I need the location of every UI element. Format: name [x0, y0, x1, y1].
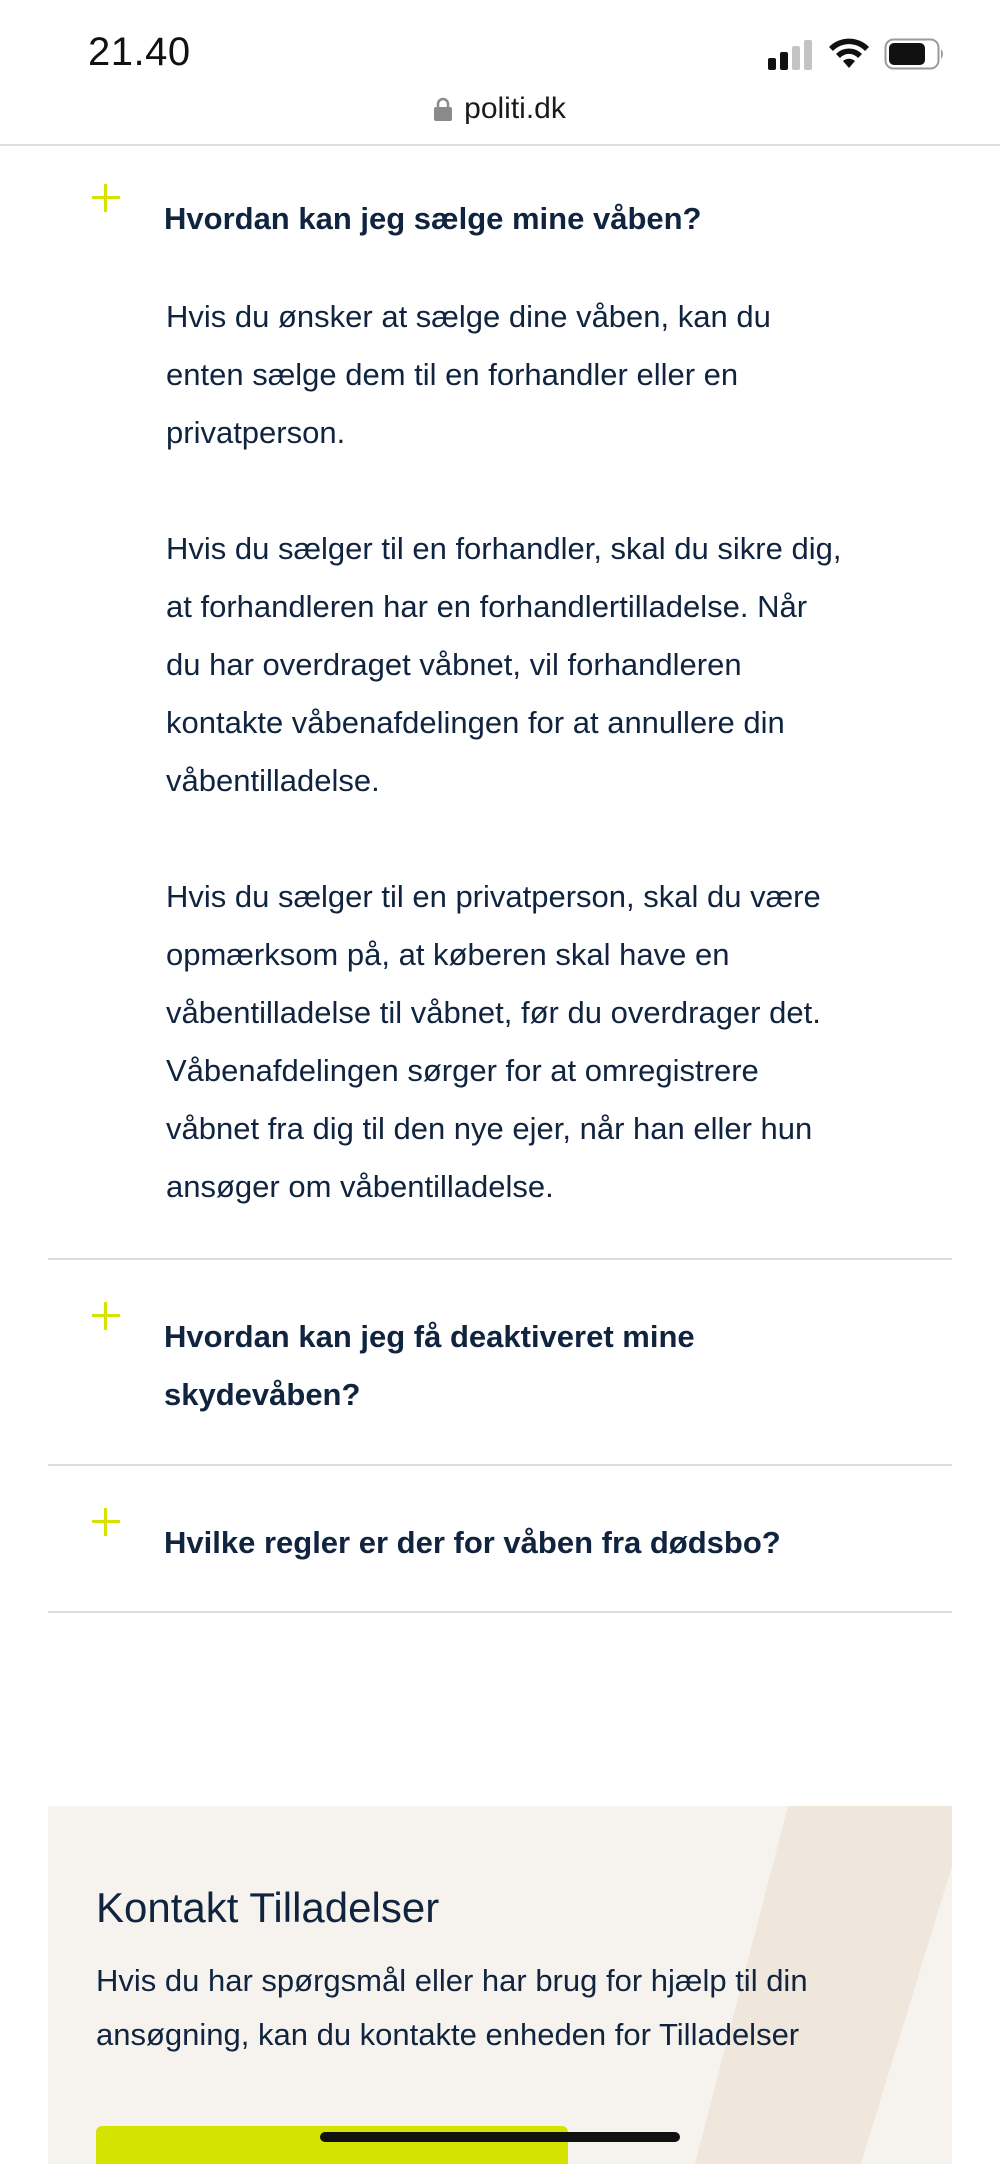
text-line: Hvis du sælger til en forhandler, skal du sikre dig, [166, 531, 842, 566]
address-bar[interactable] [0, 92, 1000, 126]
divider [48, 1258, 952, 1260]
wifi-icon [828, 36, 870, 70]
text-line: Våbenafdelingen sørger for at omregistrere [166, 1053, 759, 1088]
contact-card [48, 1806, 952, 2164]
battery-icon [884, 38, 946, 70]
text-line: våbnet fra dig til den nye ejer, når han eller hun [166, 1111, 813, 1146]
text-line: ansøgning, kan du kontakte enheden for Tilladelser [96, 2017, 800, 2052]
divider [48, 1464, 952, 1466]
text-line: enten sælge dem til en forhandler eller en [166, 357, 739, 392]
text-line: ansøger om våbentilladelse. [166, 1169, 554, 1204]
expand-plus-icon[interactable] [92, 1302, 120, 1330]
text-line: opmærksom på, at køberen skal have en [166, 937, 730, 972]
text-line: Hvis du ønsker at sælge dine våben, kan du [166, 299, 771, 334]
cellular-signal-icon [768, 40, 814, 70]
title-line: skydevåben? [164, 1377, 361, 1412]
paragraph [166, 520, 926, 810]
divider [48, 1611, 952, 1613]
expand-plus-icon[interactable] [92, 1508, 120, 1536]
text-line: kontakte våbenafdelingen for at annullere din [166, 705, 785, 740]
text-line: våbentilladelse. [166, 763, 380, 798]
accordion-title[interactable]: Hvordan kan jeg sælge mine våben? [164, 201, 702, 236]
text-line: Hvis du sælger til en privatperson, skal du være [166, 879, 821, 914]
text-line: våbentilladelse til våbnet, før du overdrager det. [166, 995, 821, 1030]
lock-icon [434, 97, 452, 121]
accordion-title[interactable]: Hvilke regler er der for våben fra dødsbo? [164, 1525, 781, 1560]
accordion-title[interactable] [164, 1308, 844, 1424]
contact-description [96, 1954, 896, 2062]
contact-title: Kontakt Tilladelser [96, 1884, 440, 1931]
home-indicator[interactable] [320, 2132, 680, 2142]
expand-plus-icon[interactable] [92, 184, 120, 212]
paragraph [166, 868, 926, 1216]
text-line: Hvis du har spørgsmål eller har brug for hjælp til din [96, 1963, 808, 1998]
text-line: at forhandleren har en forhandlertilladelse. Når [166, 589, 808, 624]
paragraph [166, 288, 926, 462]
text-line: du har overdraget våbnet, vil forhandleren [166, 647, 742, 682]
clock: 21.40 [88, 30, 191, 74]
status-bar [0, 0, 1000, 146]
text-line: privatperson. [166, 415, 346, 450]
url-text: politi.dk [464, 92, 566, 125]
title-line: Hvordan kan jeg få deaktiveret mine [164, 1319, 695, 1354]
accordion-content [166, 288, 926, 1216]
